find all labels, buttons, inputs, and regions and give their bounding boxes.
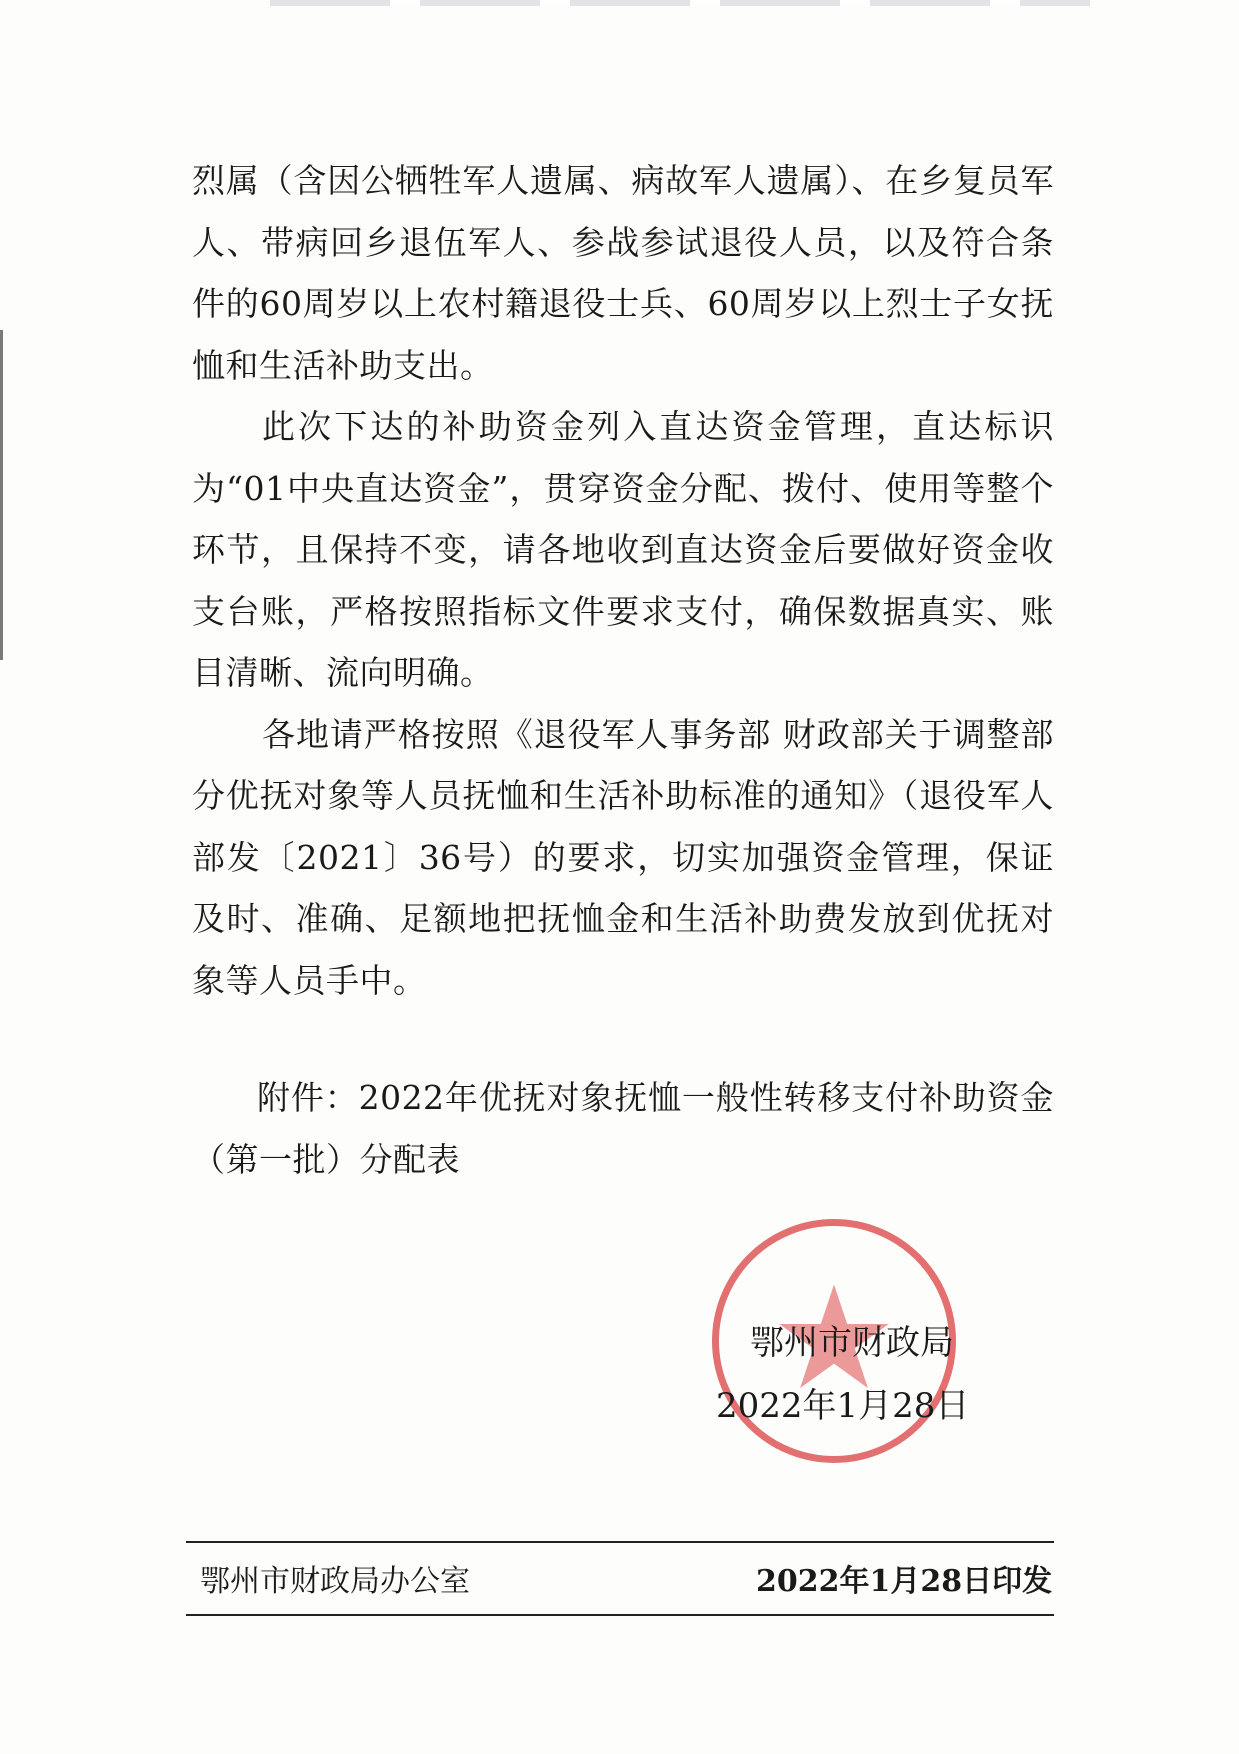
paragraph-3: 各地请严格按照《退役军人事务部 财政部关于调整部分优抚对象等人员抚恤和生活补助标准的通知》（退役军人部发〔2021〕36号）的要求，切实加强资金管理，保证及时、准确、足额地把抚恤金和生活补助费发放到优抚对象等人员手中。 <box>192 714 1054 1000</box>
attachment-note: 附件：2022年优抚对象抚恤一般性转移支付补助资金（第一批）分配表 <box>192 1078 1054 1179</box>
footer-divider-top <box>186 1541 1054 1543</box>
signing-date: 2022年1月28日 <box>716 1386 970 1426</box>
paragraph-2: 此次下达的补助资金列入直达资金管理，直达标识为“01中央直达资金”，贯穿资金分配、拨付、使用等整个环节，且保持不变，请各地收到直达资金后要做好资金收支台账，严格按照指标文件要求支付，确保数据真实、账目清晰、流向明确。 <box>192 407 1054 692</box>
document-body <box>192 150 1054 1190</box>
scan-top-strip <box>270 0 1090 6</box>
footer-print-date: 2022年1月28日印发 <box>756 1564 1053 1599</box>
scan-edge-mark <box>0 330 3 660</box>
footer-issuer: 鄂州市财政局办公室 <box>200 1564 470 1599</box>
signing-organization: 鄂州市财政局 <box>750 1323 954 1363</box>
paragraph-1: 烈属（含因公牺牲军人遗属、病故军人遗属）、在乡复员军人、带病回乡退伍军人、参战参试退役人员，以及符合条件的60周岁以上农村籍退役士兵、60周岁以上烈士子女抚恤和生活补助支出。 <box>192 161 1054 385</box>
footer-divider-bottom <box>186 1614 1054 1616</box>
